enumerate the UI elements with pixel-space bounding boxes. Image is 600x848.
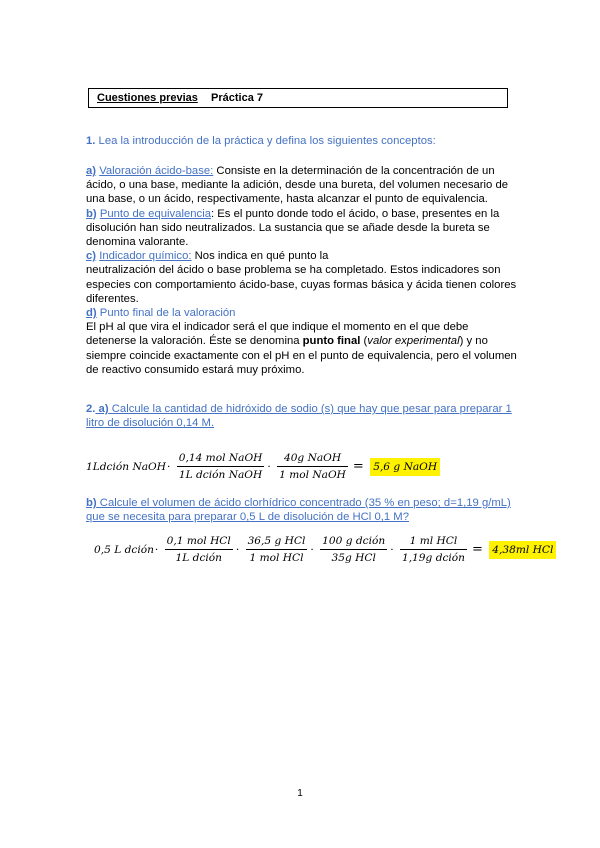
eq1-f1-denominator: 1L dción NaOH xyxy=(178,469,263,481)
definition-a-letter: a) xyxy=(86,165,97,177)
question-2b-letter: b) xyxy=(86,497,97,509)
question-2a-text: Calcule la cantidad de hidróxido de sodio (s) que hay que pesar para preparar 1 litro de disolución 0,14 M. xyxy=(86,403,512,429)
definition-d-italic: valor experimental xyxy=(367,335,460,348)
question-2-number: 2. xyxy=(86,403,96,415)
eq2-result: 4,38ml HCl xyxy=(489,541,556,559)
definition-b xyxy=(86,207,518,250)
eq2-fraction-2 xyxy=(246,535,308,564)
definition-d-term: Punto final de la valoración xyxy=(96,307,236,320)
page-number: 1 xyxy=(297,788,303,799)
eq1-f2-denominator: 1 mol NaOH xyxy=(279,469,346,481)
definition-b-letter: b) xyxy=(86,207,97,220)
definition-b-term: Punto de equivalencia xyxy=(99,207,211,220)
eq2-f3-denominator: 35g HCl xyxy=(331,552,376,564)
eq1-result: 5,6 g NaOH xyxy=(370,458,440,476)
definition-d-bold: punto final xyxy=(302,335,361,348)
definition-b-text: : Es el punto donde todo el ácido, o base, presentes en la disolución han sido neutralizados. La sustancia que se añade desde la bureta se denomina valorante. xyxy=(86,207,500,249)
eq2-fraction-3 xyxy=(320,535,387,564)
question-2b-text: Calcule el volumen de ácido clorhídrico concentrado (35 % en peso; d=1,19 g/mL) que se necesita para preparar 0,5 L de disolución de HCl 0,1 M? xyxy=(86,497,511,523)
definition-a-term: Valoración ácido-base: xyxy=(99,165,214,177)
equation-hcl: 0,5 L dción· $\frac{\text{0,1 mol HCl}}{\text{1L dción}}$ · $\frac{\text{36,5 g HCl}}{\text{1 mol HCl}}$ · $\frac{\text{100 g dción}}{\text{35g HCl}}$ · $\frac{\text{1 ml HCl}}{\text{1,19g dción}}$ = 4,38ml HCl xyxy=(94,535,556,564)
eq2-f1-numerator: 0,1 mol HCl xyxy=(165,535,233,550)
eq2-lead: 0,5 L dción xyxy=(94,543,154,556)
question-1 xyxy=(86,134,516,148)
eq1-fraction-1 xyxy=(177,452,265,481)
definition-d-text: El pH al que vira el indicador será el que indique el momento en el que debe detenerse la valoración. Éste se denomina xyxy=(86,321,469,348)
eq1-f2-numerator: 40g NaOH xyxy=(277,452,348,467)
eq1-fraction-2 xyxy=(277,452,348,481)
definition-c-letter: c) xyxy=(86,250,97,263)
eq2-f1-denominator: 1L dción xyxy=(175,552,222,564)
definition-c-term: Indicador químico: xyxy=(99,250,192,263)
definition-a-text: Consiste en la determinación de la concentración de un ácido, o una base, mediante la adición, desde una bureta, del volumen necesario de una base, o un ácido, respectivamente, hasta alcanzar el punto de equivalencia. xyxy=(86,165,509,206)
question-2a xyxy=(86,402,516,430)
definitions-block xyxy=(86,164,518,377)
definition-d xyxy=(86,320,518,377)
equation-naoh: 1Ldción NaOH· $\frac{\text{0,14 mol NaOH}}{\text{1L dción NaOH}}$ · $\frac{\text{40g NaOH}}{\text{1 mol NaOH}}$ = 5,6 g NaOH xyxy=(86,452,440,481)
question-1-number: 1. xyxy=(86,135,96,147)
definition-a xyxy=(86,164,518,207)
question-2b xyxy=(86,496,516,524)
definition-c-text-1: Nos indica en qué punto la xyxy=(191,250,329,263)
eq2-f2-denominator: 1 mol HCl xyxy=(249,552,304,564)
header-practice-title: Práctica 7 xyxy=(211,92,263,104)
header-section-title: Cuestiones previas xyxy=(97,92,198,104)
question-1-text: Lea la introducción de la práctica y defina los siguientes conceptos: xyxy=(95,135,436,147)
header-box xyxy=(88,88,508,108)
definition-c-continued xyxy=(86,263,518,306)
eq2-fraction-1 xyxy=(165,535,233,564)
definition-d-heading xyxy=(86,306,518,320)
definition-d-text-mid: ( xyxy=(360,335,368,348)
definition-c-text-2: neutralización del ácido o base problema se ha completado. Estos indicadores son especies con comportamiento ácido-base, cuyas formas básica y ácida tienen colores diferentes. xyxy=(86,264,517,305)
eq1-f1-numerator: 0,14 mol NaOH xyxy=(177,452,265,467)
definition-c xyxy=(86,249,518,263)
eq1-lead: 1Ldción NaOH xyxy=(86,460,166,473)
eq2-f4-denominator: 1,19g dción xyxy=(401,552,465,564)
eq2-f4-numerator: 1 ml HCl xyxy=(400,535,467,550)
definition-d-text-post: ) y no siempre coincide exactamente con el pH en el punto de equivalencia, pero el volumen de reactivo consumido estará muy próximo. xyxy=(86,335,517,376)
eq2-f3-numerator: 100 g dción xyxy=(320,535,387,550)
eq2-f2-numerator: 36,5 g HCl xyxy=(246,535,308,550)
question-2a-letter: a) xyxy=(95,403,109,415)
eq2-fraction-4 xyxy=(400,535,467,564)
definition-d-letter: d) xyxy=(86,307,97,320)
